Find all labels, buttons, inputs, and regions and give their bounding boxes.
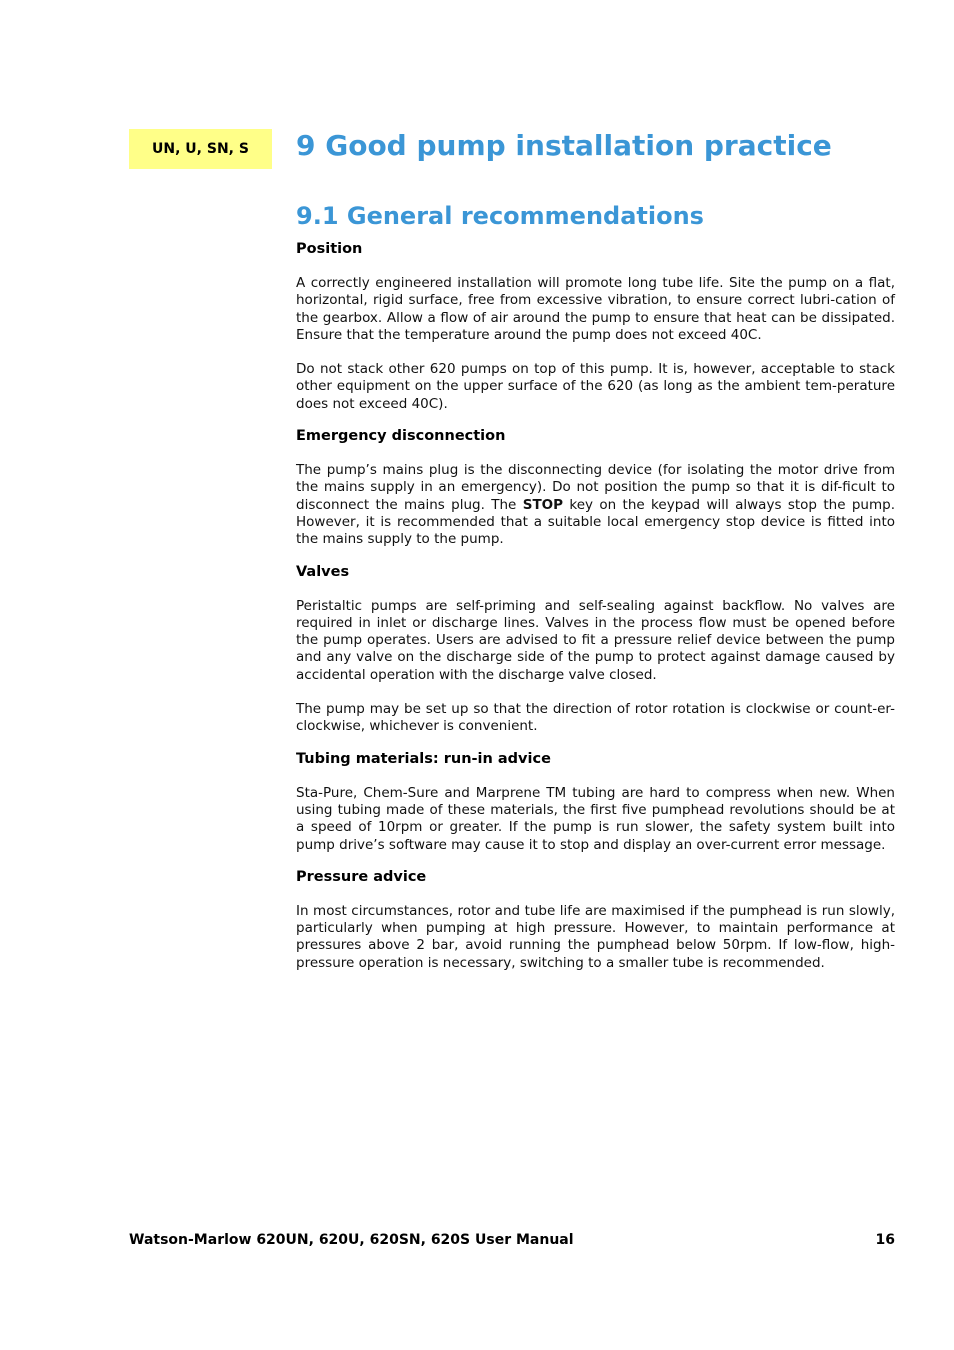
position-paragraph: A correctly engineered installation will promote long tube life. Site the pump on a flat, horizontal, rigid surface, free from excessive vibration, to ensure correct lubri-cation of the gearbox. Allow a flow of air around the pump to ensure that heat can be dissipated. Ensure that the temperature around the pump does not exceed 40C. bbox=[296, 275, 895, 343]
valves-heading: Valves bbox=[296, 563, 350, 580]
emergency-paragraph bbox=[296, 462, 895, 548]
emergency-text-after: key on the keypad will always stop the pump. However, it is recommended that a suitable local emergency stop device is fitted into the mains supply to the pump. bbox=[296, 496, 895, 548]
footer-manual-title: Watson-Marlow 620UN, 620U, 620SN, 620S User Manual bbox=[129, 1232, 574, 1248]
main-content bbox=[296, 197, 895, 985]
rotation-paragraph: The pump may be set up so that the direction of rotor rotation is clockwise or count-er-clockwise, whichever is convenient. bbox=[296, 701, 895, 735]
position-heading: Position bbox=[296, 241, 363, 257]
chapter-title: 9 Good pump installation practice bbox=[296, 129, 832, 162]
pressure-section bbox=[296, 867, 895, 972]
valves-paragraph: Peristaltic pumps are self-priming and self-sealing against backflow. No valves are required in inlet or discharge lines. Valves in the process flow must be opened before the pump operates. Users are advised to fit a pressure relief device between the pump and any valve on the discharge side of the pump to protect against damage caused by accidental operation with the discharge valve closed. bbox=[296, 597, 895, 683]
footer-page-number: 16 bbox=[875, 1232, 895, 1248]
emergency-heading: Emergency disconnection bbox=[296, 428, 506, 445]
stacking-paragraph: Do not stack other 620 pumps on top of this pump. It is, however, acceptable to stack other equipment on the upper surface of the 620 (as long as the ambient tem-perature does not exceed 40C). bbox=[296, 361, 895, 412]
tubing-paragraph: Sta-Pure, Chem-Sure and Marprene TM tubing are hard to compress when new. When using tubing made of these materials, the first five pumphead revolutions should be at a speed of 10rpm or greater. If the pump is run slower, the safety system built into pump drive’s software may cause it to stop and display an over-current error message. bbox=[296, 784, 895, 853]
pressure-heading: Pressure advice bbox=[296, 868, 427, 885]
model-variant-tag: UN, U, SN, S bbox=[129, 129, 272, 169]
section-title: 9.1 General recommendations bbox=[296, 202, 704, 230]
stop-key-label: STOP bbox=[522, 496, 564, 513]
emergency-section bbox=[296, 426, 895, 548]
tubing-section bbox=[296, 749, 895, 854]
position-section bbox=[296, 239, 895, 413]
tubing-heading: Tubing materials: run-in advice bbox=[296, 750, 551, 767]
valves-section bbox=[296, 562, 895, 736]
emergency-text-before: The pump’s mains plug is the disconnecting device (for isolating the motor drive from the mains supply in an emergency). Do not position the pump so that it is dif-ficult to disconnect the mains plug. The bbox=[296, 462, 895, 513]
pressure-paragraph: In most circumstances, rotor and tube life are maximised if the pumphead is run slowly, particularly when pumping at high pressure. However, to maintain performance at pressures above 2 bar, avoid running the pumphead below 50rpm. If low-flow, high-pressure operation is necessary, switching to a smaller tube is recommended. bbox=[296, 902, 895, 971]
